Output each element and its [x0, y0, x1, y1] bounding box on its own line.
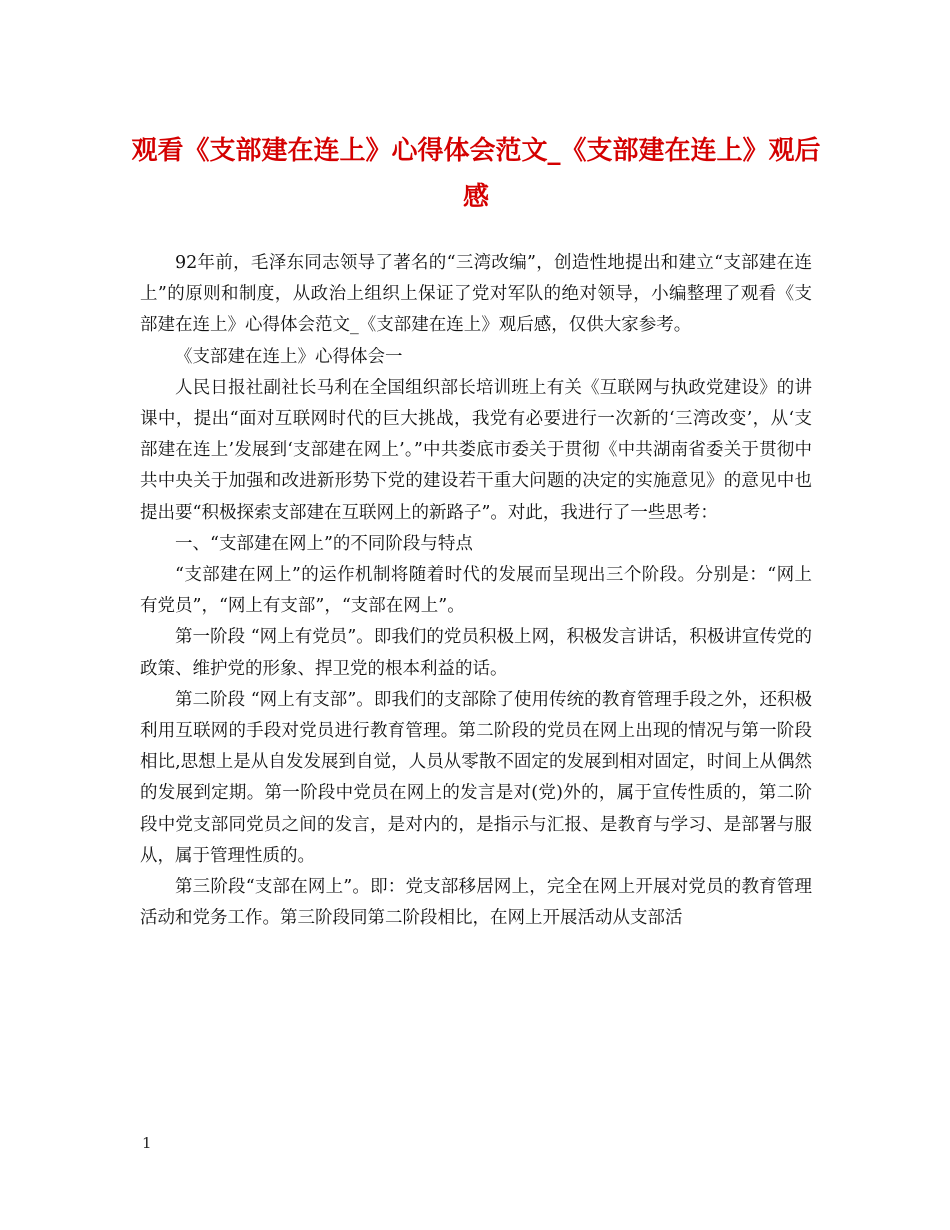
paragraph-section-heading: 《支部建在连上》心得体会一 [175, 346, 403, 367]
paragraph-context: 人民日报社副社长马利在全国组织部长培训班上有关《互联网与执政党建设》的讲课中，提出“面对互联网时代的巨大挑战，我党有必要进行一次新的‘三湾改变’，从‘支部建在连上’发展到‘支部建在网上’。”中共娄底市委关于贯彻《中共湖南省委关于贯彻中共中央关于加强和改进新形势下党的建设若干重大问题的决定的实施意见》的意见中也提出要“积极探索支部建在互联网上的新路子”。对此，我进行了一些思考： [140, 377, 812, 523]
document-title: 观看《支部建在连上》心得体会范文_《支部建在连上》观后感 [131, 136, 821, 212]
page-number: 1 [142, 1134, 152, 1152]
paragraph-heading-1: 一、“支部建在网上”的不同阶段与特点 [175, 533, 473, 554]
paragraph-stage-1: 第一阶段 “网上有党员”。即我们的党员积极上网，积极发言讲话，积极讲宣传党的政策、维护党的形象、捍卫党的根本利益的话。 [140, 627, 812, 679]
document-body [140, 248, 812, 934]
paragraph-stage-2: 第二阶段 “网上有支部”。即我们的支部除了使用传统的教育管理手段之外，还积极利用互联网的手段对党员进行教育管理。第二阶段的党员在网上出现的情况与第一阶段相比,思想上是从自发发展到自觉，人员从零散不固定的发展到相对固定，时间上从偶然的发展到定期。第一阶段中党员在网上的发言是对(党)外的，属于宣传性质的，第二阶段中党支部同党员之间的发言，是对内的，是指示与汇报、是教育与学习、是部署与服从，属于管理性质的。 [140, 689, 812, 866]
paragraph-intro: 92年前，毛泽东同志领导了著名的“三湾改编”，创造性地提出和建立“支部建在连上”的原则和制度，从政治上组织上保证了党对军队的绝对领导，小编整理了观看《支部建在连上》心得体会范文_《支部建在连上》观后感，仅供大家参考。 [140, 253, 812, 336]
paragraph-stage-3: 第三阶段“支部在网上”。即：党支部移居网上，完全在网上开展对党员的教育管理活动和党务工作。第三阶段同第二阶段相比，在网上开展活动从支部活 [140, 877, 812, 929]
paragraph-stages-overview: “支部建在网上”的运作机制将随着时代的发展而呈现出三个阶段。分别是：“网上有党员”，“网上有支部”，“支部在网上”。 [140, 565, 812, 617]
